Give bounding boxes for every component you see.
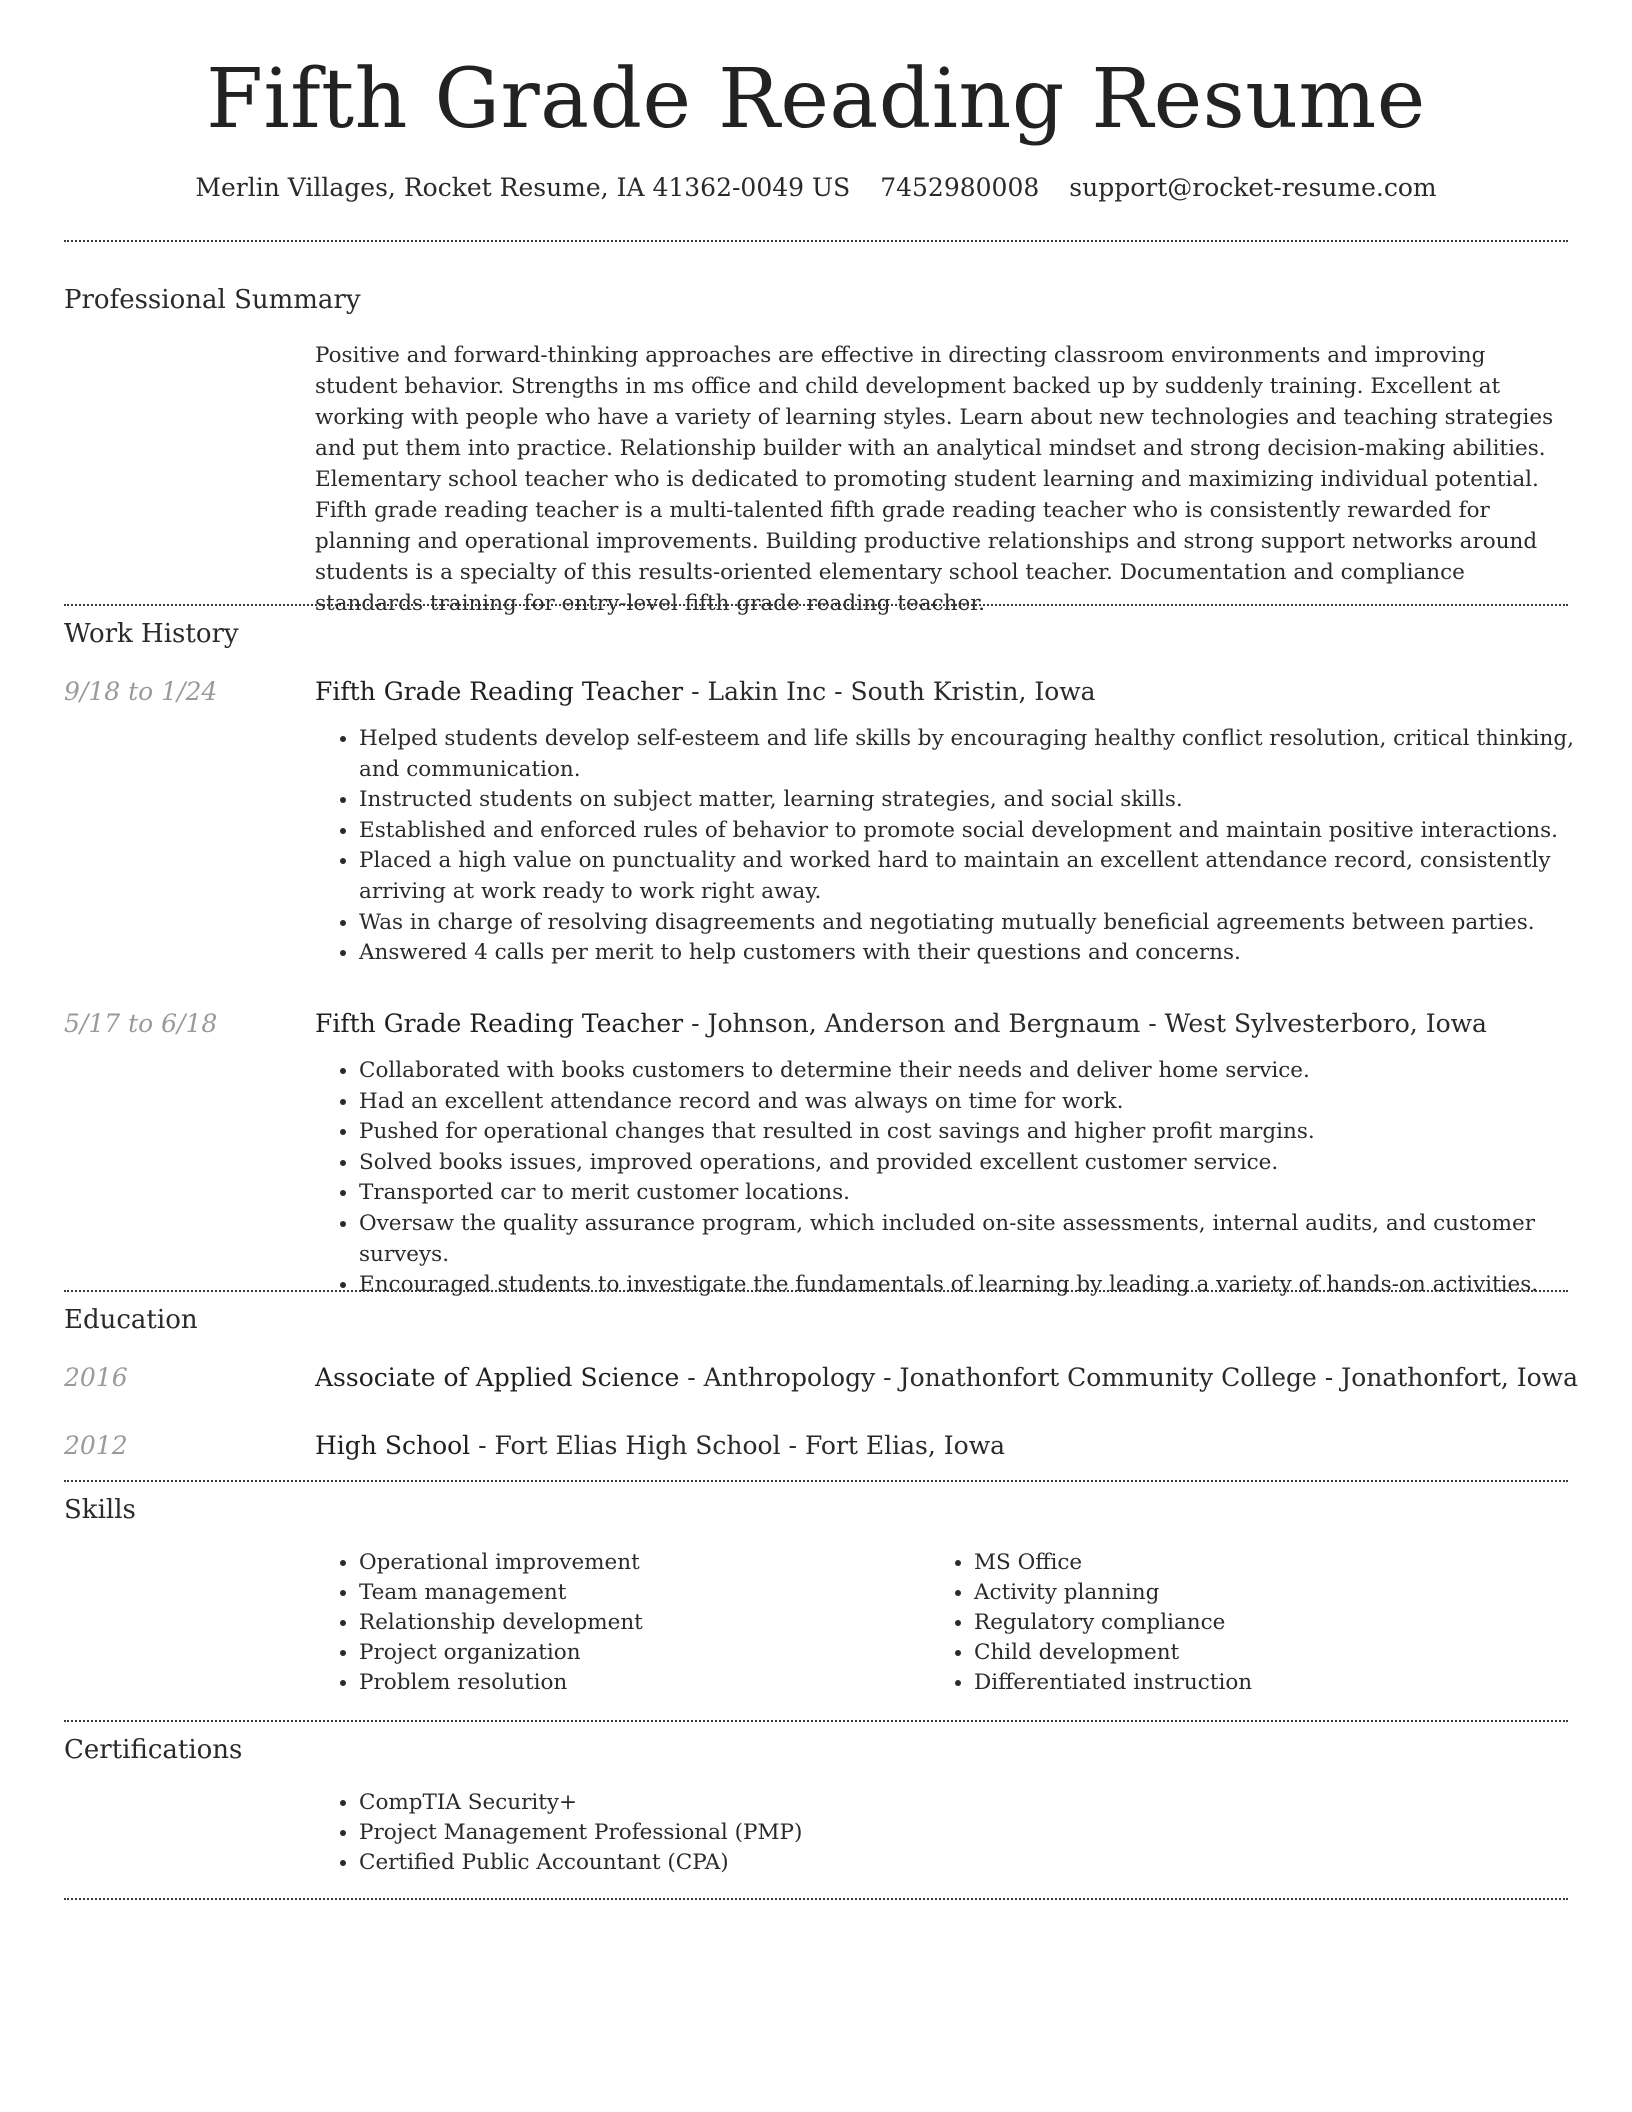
education-year: 2016 xyxy=(64,1363,128,1392)
skill-item: • MS Office xyxy=(974,1548,1534,1578)
job-duties xyxy=(315,1056,1599,1301)
skill-item: • Activity planning xyxy=(974,1578,1534,1608)
skill-item: • Relationship development xyxy=(359,1608,919,1638)
skill-item: • Team management xyxy=(359,1578,919,1608)
job-duty: • Had an excellent attendance record and was always on time for work. xyxy=(359,1087,1599,1118)
job-duty: • Helped students develop self-esteem and life skills by encouraging healthy conflict resolution, critical thinking, and communication. xyxy=(359,724,1599,785)
section-title-work: Work History xyxy=(64,619,239,649)
skill-item: • Project organization xyxy=(359,1638,919,1668)
contact-line xyxy=(0,170,1632,206)
job-duty: • Was in charge of resolving disagreements and negotiating mutually beneficial agreements between parties. xyxy=(359,908,1599,939)
job-heading xyxy=(315,674,1575,710)
job-employer: - Johnson, Anderson and Bergnaum - West Sylvesterboro, Iowa xyxy=(683,1009,1487,1038)
section-title-summary: Professional Summary xyxy=(64,285,361,315)
summary-text: Positive and forward-thinking approaches are effective in directing classroom environments and improving student behavior. Strengths in ms office and child development backed up by suddenly training. Excellent at working with people who have a variety of learning styles. Learn about new technologies and teaching strategies and put them into practice. Relationship builder with an analytical mindset and strong decision-making abilities. Elementary school teacher who is dedicated to promoting student learning and maximizing individual potential. Fifth grade reading teacher is a multi-talented fifth grade reading teacher who is consistently rewarded for planning and operational improvements. Building productive relationships and strong support networks around students is a specialty of this results-oriented elementary school teacher. Documentation and compliance standards training for entry-level fifth grade reading teacher. xyxy=(315,343,1554,616)
education-school: - Anthropology - Jonathonfort Community College - Jonathonfort, Iowa xyxy=(679,1363,1578,1392)
job-duty: • Collaborated with books customers to determine their needs and deliver home service. xyxy=(359,1056,1599,1087)
section-divider xyxy=(64,1480,1568,1482)
section-divider xyxy=(64,240,1568,242)
contact-address: Merlin Villages, Rocket Resume, IA 41362-0049 US xyxy=(195,173,851,202)
job-employer: - Lakin Inc - South Kristin, Iowa xyxy=(683,677,1096,706)
contact-email[interactable]: support@rocket-resume.com xyxy=(1069,173,1437,202)
job-duty: • Placed a high value on punctuality and worked hard to maintain an excellent attendance record, consistently arriving at work ready to work right away. xyxy=(359,846,1599,907)
contact-phone: 7452980008 xyxy=(880,173,1040,202)
section-divider xyxy=(64,604,1568,606)
certification-item: • Project Management Professional (PMP) xyxy=(359,1818,1359,1848)
skill-item: • Differentiated instruction xyxy=(974,1668,1534,1698)
section-title-education: Education xyxy=(64,1305,198,1335)
section-divider xyxy=(64,1898,1568,1900)
section-divider xyxy=(64,1720,1568,1722)
education-degree: Associate of Applied Science xyxy=(315,1363,680,1392)
job-duty: • Solved books issues, improved operations, and provided excellent customer service. xyxy=(359,1148,1599,1179)
section-title-skills: Skills xyxy=(64,1495,136,1525)
skills-list-right xyxy=(930,1548,1534,1698)
section-title-certifications: Certifications xyxy=(64,1735,243,1765)
job-duty: • Oversaw the quality assurance program, which included on-site assessments, internal audits, and customer surveys. xyxy=(359,1209,1599,1270)
education-entry xyxy=(315,1360,1578,1396)
education-entry xyxy=(315,1428,1575,1464)
job-dates: 9/18 to 1/24 xyxy=(64,677,218,706)
resume-title: Fifth Grade Reading Resume xyxy=(206,52,1426,147)
skill-item: • Problem resolution xyxy=(359,1668,919,1698)
job-title: Fifth Grade Reading Teacher xyxy=(315,1009,684,1038)
education-school: - Fort Elias High School - Fort Elias, Iowa xyxy=(470,1431,1006,1460)
education-degree: High School xyxy=(315,1431,471,1460)
job-duty: • Pushed for operational changes that resulted in cost savings and higher profit margins. xyxy=(359,1117,1599,1148)
certification-item: • Certified Public Accountant (CPA) xyxy=(359,1848,1359,1878)
skill-item: • Child development xyxy=(974,1638,1534,1668)
skill-item: • Operational improvement xyxy=(359,1548,919,1578)
skills-list-left xyxy=(315,1548,919,1698)
job-dates: 5/17 to 6/18 xyxy=(64,1009,218,1038)
job-duty: • Answered 4 calls per merit to help customers with their questions and concerns. xyxy=(359,938,1599,969)
job-heading xyxy=(315,1006,1575,1042)
job-duty: • Transported car to merit customer locations. xyxy=(359,1178,1599,1209)
job-duty: • Established and enforced rules of behavior to promote social development and maintain positive interactions. xyxy=(359,816,1599,847)
job-title: Fifth Grade Reading Teacher xyxy=(315,677,684,706)
certification-item: • CompTIA Security+ xyxy=(359,1788,1359,1818)
skill-item: • Regulatory compliance xyxy=(974,1608,1534,1638)
section-divider xyxy=(64,1290,1568,1292)
job-duties xyxy=(315,724,1599,969)
job-duty: • Instructed students on subject matter, learning strategies, and social skills. xyxy=(359,785,1599,816)
certifications-list xyxy=(315,1788,1359,1878)
job-duty: • Encouraged students to investigate the fundamentals of learning by leading a variety of hands-on activities. xyxy=(359,1270,1599,1301)
education-year: 2012 xyxy=(64,1431,128,1460)
